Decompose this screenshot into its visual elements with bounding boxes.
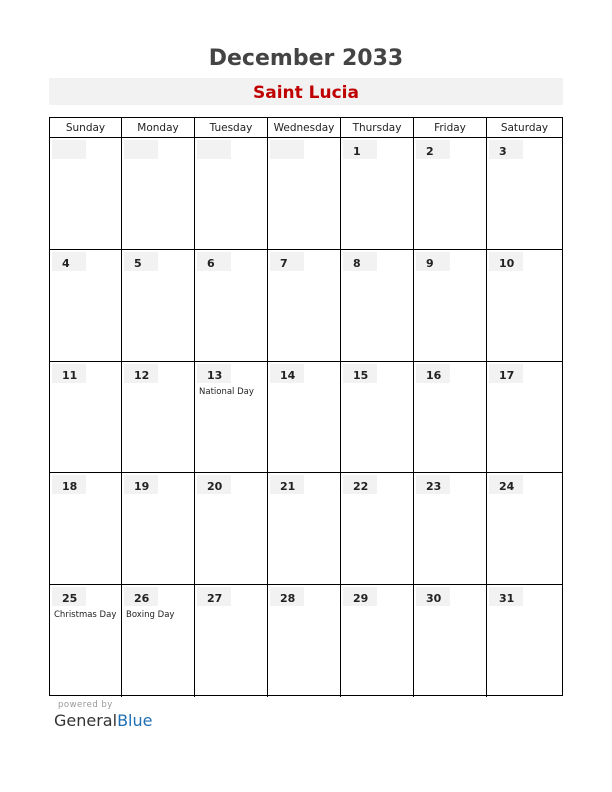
day-number: 25	[62, 592, 78, 606]
day-cell[interactable]	[414, 250, 487, 362]
holiday-label: National Day	[199, 386, 254, 397]
day-cell[interactable]	[487, 585, 562, 697]
day-number-box	[343, 587, 377, 606]
day-number-box	[270, 140, 304, 159]
day-number: 18	[62, 480, 78, 494]
day-number-box	[343, 364, 377, 383]
day-cell[interactable]	[195, 473, 268, 585]
day-cell[interactable]	[487, 250, 562, 362]
day-number-box	[124, 252, 158, 271]
day-number: 15	[353, 368, 369, 382]
day-cell[interactable]	[50, 250, 122, 362]
day-cell[interactable]	[487, 362, 562, 474]
day-number-box	[489, 587, 523, 606]
day-number-box	[489, 364, 523, 383]
day-number-box	[197, 364, 231, 383]
weekday-saturday: Saturday	[500, 122, 549, 134]
day-number-box	[270, 252, 304, 271]
day-cell[interactable]	[50, 362, 122, 474]
day-number-box	[270, 364, 304, 383]
day-number: 5	[134, 256, 142, 270]
day-number: 30	[426, 592, 442, 606]
day-number: 13	[207, 368, 223, 382]
day-number: 9	[426, 256, 434, 270]
day-number-box	[124, 475, 158, 494]
day-number: 16	[426, 368, 442, 382]
day-number: 21	[280, 480, 296, 494]
empty-day-cell[interactable]	[122, 138, 195, 250]
day-number: 8	[353, 256, 361, 270]
day-number-box	[489, 475, 523, 494]
day-number: 3	[499, 145, 507, 158]
empty-day-cell[interactable]	[195, 138, 268, 250]
day-number-box	[416, 364, 450, 383]
day-number: 24	[499, 480, 515, 494]
day-number-box	[489, 140, 523, 159]
day-number-box	[343, 140, 377, 159]
day-number: 27	[207, 592, 223, 606]
weekday-wednesday: Wednesday	[268, 118, 341, 137]
country-name: Saint Lucia	[252, 83, 359, 103]
day-number-box	[52, 587, 86, 606]
brand-general-text: General	[54, 711, 118, 730]
day-number: 29	[353, 592, 369, 606]
day-number: 23	[426, 480, 442, 494]
day-number-box	[416, 252, 450, 271]
day-number-box	[416, 587, 450, 606]
day-number: 1	[353, 145, 361, 158]
day-number-box	[270, 475, 304, 494]
day-cell[interactable]	[268, 473, 341, 585]
day-number-box	[124, 587, 158, 606]
day-number-box	[197, 140, 231, 159]
day-number-box	[52, 140, 86, 159]
day-number: 31	[499, 592, 515, 606]
day-cell[interactable]	[341, 138, 414, 250]
day-number-box	[343, 252, 377, 271]
day-cell[interactable]	[414, 138, 487, 250]
weekday-tuesday: Tuesday	[195, 118, 268, 137]
calendar-grid	[49, 117, 563, 696]
weekday-monday: Monday	[122, 118, 195, 137]
day-cell[interactable]	[341, 473, 414, 585]
day-cell[interactable]	[268, 362, 341, 474]
day-number: 17	[499, 368, 515, 382]
empty-day-cell[interactable]	[268, 138, 341, 250]
day-cell[interactable]	[268, 585, 341, 697]
day-number: 7	[280, 256, 288, 270]
day-number-box	[489, 252, 523, 271]
day-number-box	[197, 587, 231, 606]
day-number: 2	[426, 145, 434, 158]
day-cell[interactable]	[341, 585, 414, 697]
day-number: 10	[499, 256, 515, 270]
day-cell[interactable]	[414, 362, 487, 474]
day-number: 14	[280, 368, 296, 382]
day-cell[interactable]	[50, 585, 122, 697]
day-cell[interactable]	[122, 473, 195, 585]
day-cell[interactable]	[122, 250, 195, 362]
day-number: 12	[134, 368, 150, 382]
day-cell[interactable]	[195, 585, 268, 697]
day-cell[interactable]	[122, 585, 195, 697]
day-number-box	[52, 252, 86, 271]
day-number: 28	[280, 592, 296, 606]
day-number-box	[343, 475, 377, 494]
day-number-box	[197, 252, 231, 271]
day-number-box	[270, 587, 304, 606]
weekday-sunday: Sunday	[50, 118, 122, 137]
brand-blue-text: Blue	[117, 711, 153, 730]
day-cell[interactable]	[487, 138, 562, 250]
day-cell[interactable]	[414, 473, 487, 585]
empty-day-cell[interactable]	[50, 138, 122, 250]
generalblue-logo[interactable]	[54, 711, 152, 730]
day-cell[interactable]	[268, 250, 341, 362]
day-cell[interactable]	[341, 362, 414, 474]
day-cell[interactable]	[50, 473, 122, 585]
weekday-friday: Friday	[414, 118, 487, 137]
day-number: 26	[134, 592, 150, 606]
day-number: 19	[134, 480, 150, 494]
day-number: 6	[207, 256, 215, 270]
powered-by-text: powered by	[58, 700, 113, 710]
day-number-box	[197, 475, 231, 494]
day-number-box	[416, 140, 450, 159]
day-number: 22	[353, 480, 369, 494]
weekday-header-row	[50, 118, 562, 138]
day-number-box	[52, 364, 86, 383]
day-cell[interactable]	[195, 250, 268, 362]
country-banner	[49, 78, 563, 105]
day-number-box	[124, 140, 158, 159]
day-cell[interactable]	[341, 250, 414, 362]
day-number-box	[124, 364, 158, 383]
day-cell[interactable]	[195, 362, 268, 474]
weekday-thursday: Thursday	[341, 118, 414, 137]
calendar-title: December 2033	[208, 46, 404, 71]
holiday-label: Christmas Day	[54, 610, 117, 621]
day-number: 4	[62, 256, 70, 270]
day-number: 11	[62, 368, 78, 382]
day-cell[interactable]	[414, 585, 487, 697]
day-number-box	[52, 475, 86, 494]
holiday-label: Boxing Day	[126, 610, 175, 621]
day-cell[interactable]	[122, 362, 195, 474]
day-number-box	[416, 475, 450, 494]
day-number: 20	[207, 480, 223, 494]
day-cell[interactable]	[487, 473, 562, 585]
